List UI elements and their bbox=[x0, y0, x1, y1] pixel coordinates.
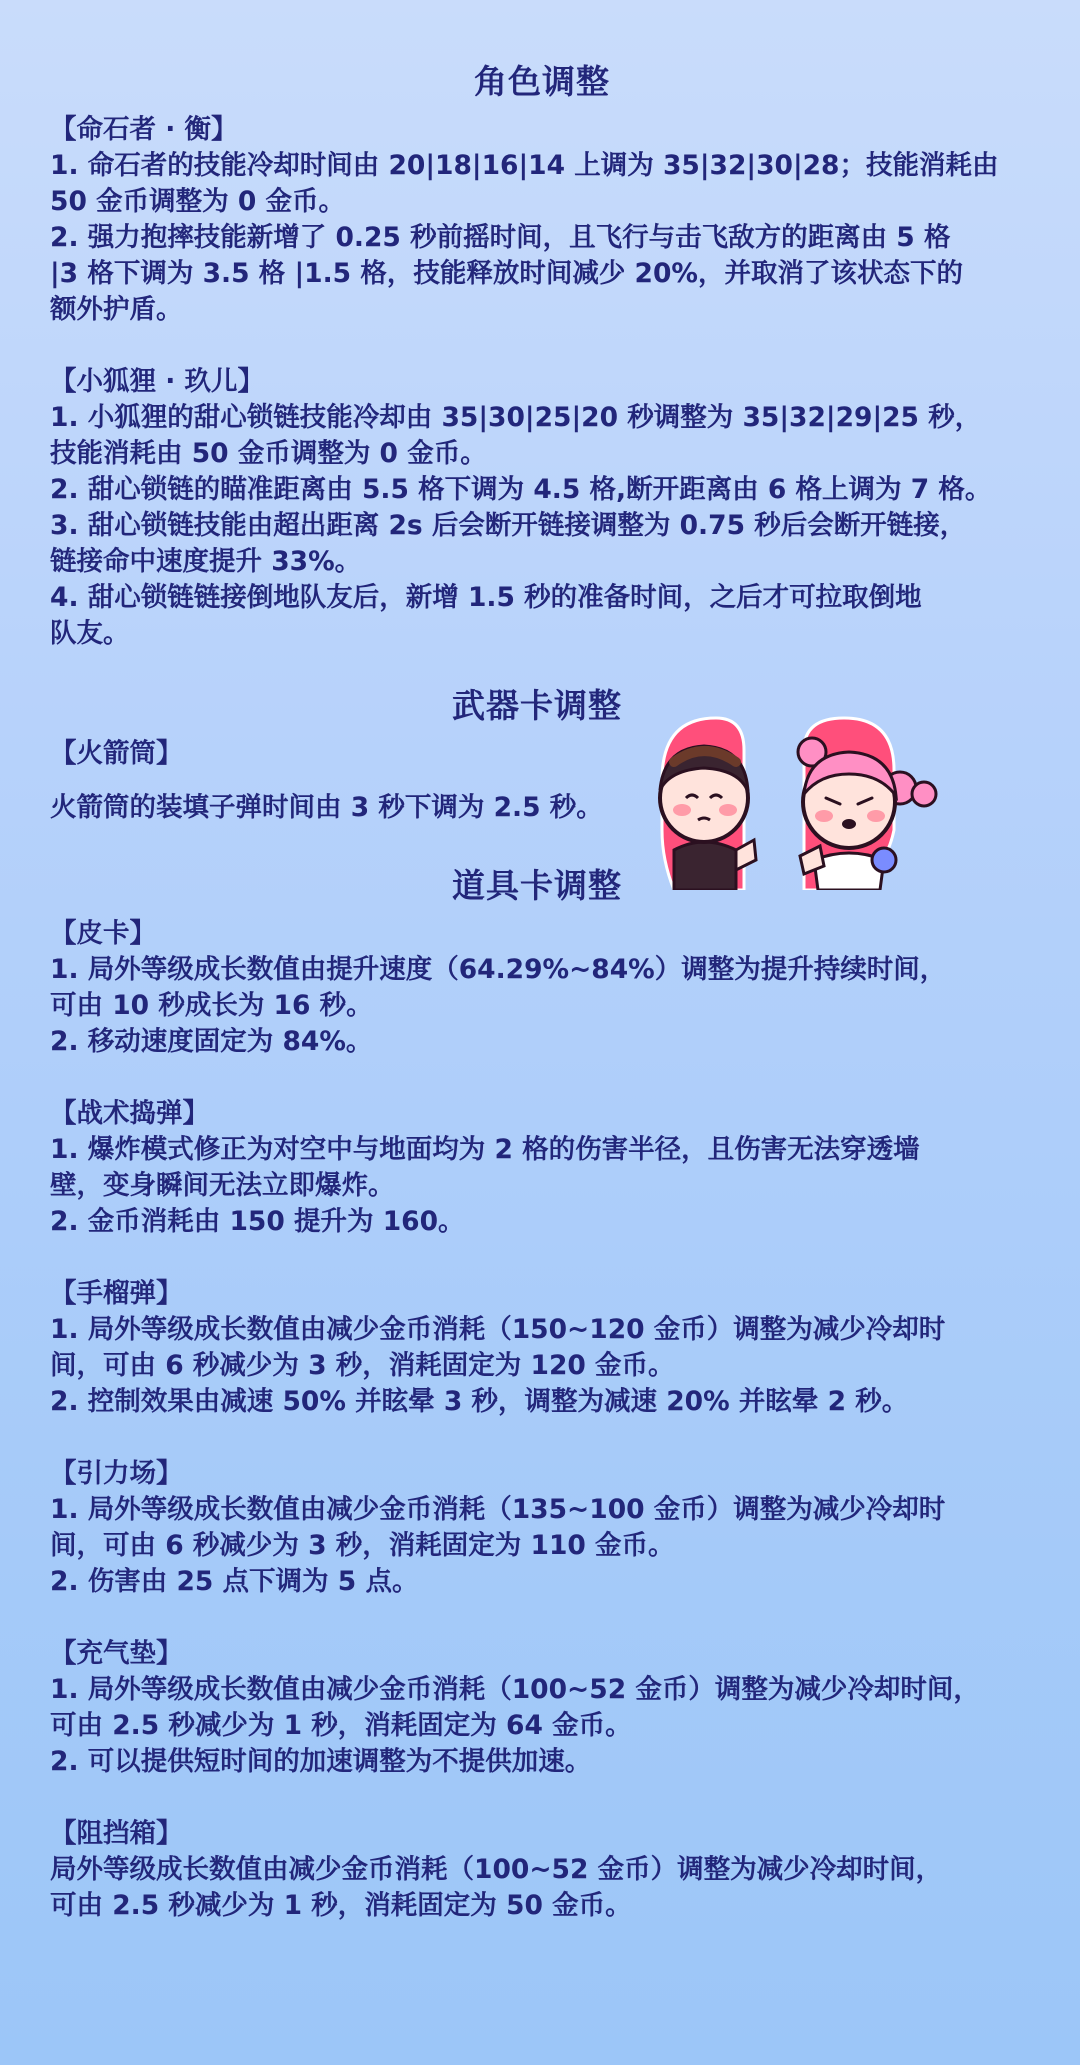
group-heading: 【手榴弹】 bbox=[50, 1278, 183, 1309]
group-line: 壁，变身瞬间无法立即爆炸。 bbox=[50, 1170, 395, 1201]
group-line: 技能消耗由 50 金币调整为 0 金币。 bbox=[50, 438, 487, 469]
section-title-role: 角色调整 bbox=[474, 62, 610, 101]
item-group-gravity-field bbox=[50, 1456, 1034, 1600]
group-line: 2. 强力抱摔技能新增了 0.25 秒前摇时间，且飞行与击飞敌方的距离由 5 格 bbox=[50, 222, 951, 253]
section-title-weapon: 武器卡调整 bbox=[452, 686, 622, 725]
group-line: 可由 10 秒成长为 16 秒。 bbox=[50, 990, 373, 1021]
group-heading: 【皮卡】 bbox=[50, 918, 156, 949]
group-heading: 【命石者 · 衡】 bbox=[50, 114, 238, 145]
group-heading: 【引力场】 bbox=[50, 1458, 183, 1489]
item-group-air-cushion bbox=[50, 1636, 1034, 1780]
group-line: 2. 伤害由 25 点下调为 5 点。 bbox=[50, 1566, 419, 1597]
item-group-grenade bbox=[50, 1276, 1034, 1420]
group-line: 1. 小狐狸的甜心锁链技能冷却由 35|30|25|20 秒调整为 35|32|29|25 秒， bbox=[50, 402, 982, 433]
group-line: 4. 甜心锁链链接倒地队友后，新增 1.5 秒的准备时间，之后才可拉取倒地 bbox=[50, 582, 922, 613]
group-line: 间，可由 6 秒减少为 3 秒，消耗固定为 110 金币。 bbox=[50, 1530, 675, 1561]
group-line: 2. 移动速度固定为 84%。 bbox=[50, 1026, 373, 1057]
group-line: 间，可由 6 秒减少为 3 秒，消耗固定为 120 金币。 bbox=[50, 1350, 675, 1381]
group-line: 1. 局外等级成长数值由减少金币消耗（135~100 金币）调整为减少冷却时 bbox=[50, 1494, 946, 1525]
group-line: 1. 命石者的技能冷却时间由 20|18|16|14 上调为 35|32|30|28；技能消耗由 bbox=[50, 150, 999, 181]
group-line: 50 金币调整为 0 金币。 bbox=[50, 186, 345, 217]
group-line: 2. 甜心锁链的瞄准距离由 5.5 格下调为 4.5 格,断开距离由 6 格上调为 7 格。 bbox=[50, 474, 992, 505]
group-line: |3 格下调为 3.5 格 |1.5 格，技能释放时间减少 20%，并取消了该状态下的 bbox=[50, 258, 963, 289]
group-line: 局外等级成长数值由减少金币消耗（100~52 金币）调整为减少冷却时间， bbox=[50, 1854, 943, 1885]
fox-girl-character-icon bbox=[798, 718, 936, 890]
group-line: 1. 局外等级成长数值由提升速度（64.29%~84%）调整为提升持续时间， bbox=[50, 954, 947, 985]
group-line: 3. 甜心锁链技能由超出距离 2s 后会断开链接调整为 0.75 秒后会断开链接， bbox=[50, 510, 967, 541]
section-title-item: 道具卡调整 bbox=[452, 866, 622, 905]
group-heading: 【阻挡箱】 bbox=[50, 1818, 183, 1849]
boy-character-icon bbox=[660, 718, 756, 890]
group-line: 2. 可以提供短时间的加速调整为不提供加速。 bbox=[50, 1746, 592, 1777]
role-group-mingshi bbox=[50, 112, 1034, 328]
item-group-tactical-bomb bbox=[50, 1096, 1034, 1240]
role-group-fox bbox=[50, 364, 1034, 652]
group-heading: 【火箭筒】 bbox=[50, 738, 183, 769]
group-line: 可由 2.5 秒减少为 1 秒，消耗固定为 64 金币。 bbox=[50, 1710, 632, 1741]
group-line: 2. 控制效果由减速 50% 并眩晕 3 秒，调整为减速 20% 并眩晕 2 秒。 bbox=[50, 1386, 909, 1417]
group-line: 1. 局外等级成长数值由减少金币消耗（150~120 金币）调整为减少冷却时 bbox=[50, 1314, 946, 1345]
group-line: 链接命中速度提升 33%。 bbox=[50, 546, 362, 577]
group-line: 2. 金币消耗由 150 提升为 160。 bbox=[50, 1206, 465, 1237]
item-group-block-box bbox=[50, 1816, 1034, 1924]
group-heading: 【充气垫】 bbox=[50, 1638, 183, 1669]
group-heading: 【战术捣弹】 bbox=[50, 1098, 209, 1129]
item-group-pika bbox=[50, 916, 1034, 1060]
group-line: 额外护盾。 bbox=[50, 294, 183, 325]
group-line: 1. 爆炸模式修正为对空中与地面均为 2 格的伤害半径，且伤害无法穿透墙 bbox=[50, 1134, 920, 1165]
group-line: 火箭筒的装填子弹时间由 3 秒下调为 2.5 秒。 bbox=[50, 792, 603, 823]
group-heading: 【小狐狸 · 玖儿】 bbox=[50, 366, 265, 397]
group-line: 1. 局外等级成长数值由减少金币消耗（100~52 金币）调整为减少冷却时间， bbox=[50, 1674, 980, 1705]
group-line: 可由 2.5 秒减少为 1 秒，消耗固定为 50 金币。 bbox=[50, 1890, 632, 1921]
characters-illustration bbox=[644, 710, 944, 890]
group-line: 队友。 bbox=[50, 618, 130, 649]
weapon-group-rocket bbox=[50, 736, 1034, 826]
